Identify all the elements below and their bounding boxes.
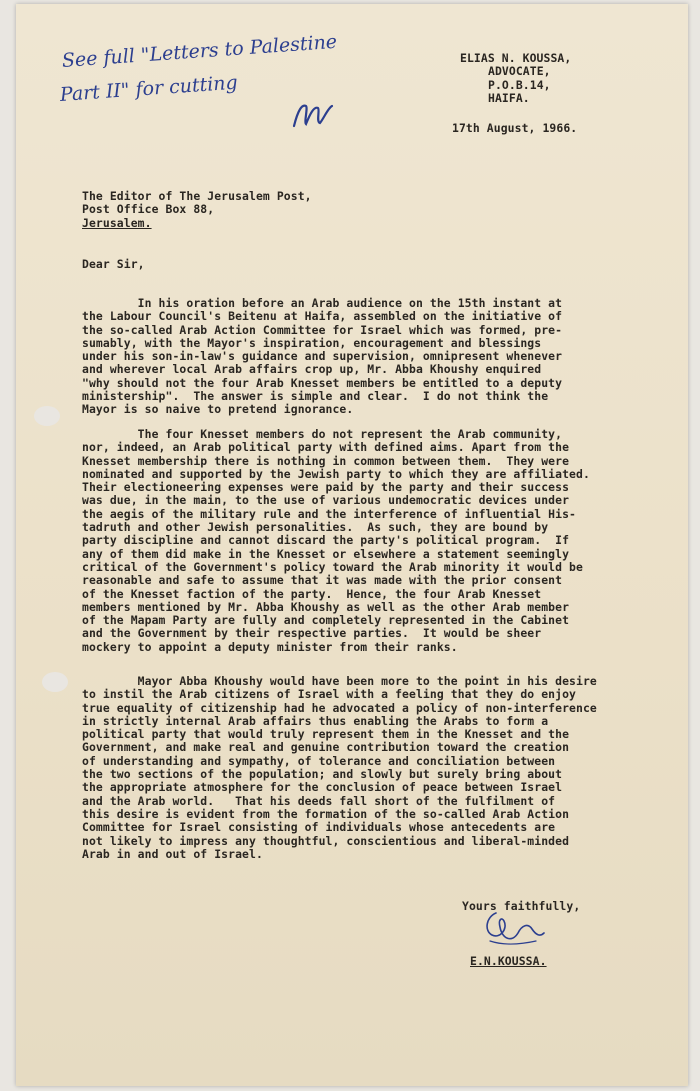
sender-title: ADVOCATE, <box>488 64 551 79</box>
recipient-line-1: The Editor of The Jerusalem Post, <box>82 189 312 203</box>
paragraph-3 <box>82 675 597 861</box>
paragraph-line: Arab in and out of Israel. <box>82 846 263 861</box>
salutation: Dear Sir, <box>82 257 145 271</box>
paragraph-line: any of them did make in the Knesset or elsewhere a statement seemingly <box>82 546 570 561</box>
letterhead <box>460 52 571 105</box>
paragraph-line: sumably, with the Mayor's inspiration, encouragement and blessings <box>82 335 542 350</box>
closing: Yours faithfully, <box>462 899 581 913</box>
paragraph-line: and the Government by their respective parties. It would be sheer <box>82 626 542 641</box>
paragraph-line: the appropriate atmosphere for the conclusion of peace between Israel <box>82 780 563 795</box>
paragraph-line: Mayor is so naive to pretend ignorance. <box>82 402 354 417</box>
paragraph-line: the Labour Council's Beitenu at Haifa, assembled on the initiative of <box>82 309 563 324</box>
paragraph-line: members mentioned by Mr. Abba Khoushy as well as the other Arab member <box>82 599 570 614</box>
paragraph-line: true equality of citizenship had he advocated a policy of non-interference <box>82 700 597 715</box>
sender-city: HAIFA. <box>488 90 530 105</box>
letter-date: 17th August, 1966. <box>452 121 578 135</box>
paragraph-line: to instil the Arab citizens of Israel with a feeling that they do enjoy <box>82 687 576 702</box>
handwritten-note-line-1: See full "Letters to Palestine <box>61 30 338 72</box>
sender-name: ELIAS N. KOUSSA, <box>460 51 572 65</box>
punch-hole-lower <box>42 672 68 692</box>
sender-pob: P.O.B.14, <box>488 77 551 92</box>
paragraph-line: was due, in the main, to the use of various undemocratic devices under <box>82 493 570 508</box>
paragraph-line: the aegis of the military rule and the interference of influential His- <box>82 506 576 521</box>
paragraph-line: of the Knesset faction of the party. Hence, the four Arab Knesset <box>82 586 542 601</box>
recipient-line-3: Jerusalem. <box>82 215 152 230</box>
paragraph-line: The four Knesset members do not represent the Arab community, <box>82 427 563 441</box>
paragraph-line: Knesset membership there is nothing in common between them. They were <box>82 453 570 468</box>
paragraph-line: this desire is evident from the formation of the so-called Arab Action <box>82 806 570 821</box>
paragraph-line: Committee for Israel consisting of individuals whose antecedents are <box>82 820 556 835</box>
paragraph-line: of understanding and sympathy, of tolerance and conciliation between <box>82 753 556 768</box>
paragraph-2 <box>82 428 590 654</box>
paragraph-line: of the Mapam Party are fully and completely represented in the Cabinet <box>82 613 570 628</box>
paragraph-line: the so-called Arab Action Committee for Israel which was formed, pre- <box>82 322 563 337</box>
paragraph-line: party discipline and cannot discard the party's political program. If <box>82 533 570 548</box>
paragraph-line: mockery to appoint a deputy minister from their ranks. <box>82 639 458 654</box>
handwritten-initials <box>288 96 338 132</box>
paragraph-line: and wherever local Arab affairs crop up, Mr. Abba Khoushy enquired <box>82 362 542 377</box>
paragraph-line: Government, and make real and genuine contribution toward the creation <box>82 740 570 755</box>
paragraph-line: nominated and supported by the Jewish party to which they are affiliated. <box>82 466 590 481</box>
recipient-address <box>82 190 312 230</box>
handwritten-signature <box>478 905 548 953</box>
paragraph-line: Mayor Abba Khoushy would have been more to the point in his desire <box>82 674 597 688</box>
recipient-line-2: Post Office Box 88, <box>82 202 215 217</box>
paragraph-line: nor, indeed, an Arab political party with defined aims. Apart from the <box>82 440 570 455</box>
paragraph-line: political party that would truly represent them in the Knesset and the <box>82 727 570 742</box>
signature-name: E.N.KOUSSA. <box>470 954 547 968</box>
paragraph-line: not likely to impress any thoughtful, conscientious and liberal-minded <box>82 833 570 848</box>
paragraph-line: In his oration before an Arab audience on the 15th instant at <box>82 296 563 310</box>
paragraph-line: Their electioneering expenses were paid by the party and their success <box>82 480 570 495</box>
paragraph-line: tadruth and other Jewish personalities. As such, they are bound by <box>82 520 549 535</box>
paragraph-line: and the Arab world. That his deeds fall short of the fulfilment of <box>82 793 556 808</box>
paragraph-line: critical of the Government's policy toward the Arab minority it would be <box>82 559 583 574</box>
handwritten-note-line-2: Part II" for cutting <box>59 71 239 106</box>
paragraph-line: reasonable and safe to assume that it was made with the prior consent <box>82 573 563 588</box>
paragraph-line: "why should not the four Arab Knesset members be entitled to a deputy <box>82 375 563 390</box>
paragraph-line: in strictly internal Arab affairs thus enabling the Arabs to form a <box>82 713 549 728</box>
paragraph-line: the two sections of the population; and slowly but surely bring about <box>82 767 563 782</box>
paragraph-1 <box>82 297 562 417</box>
paragraph-line: ministership". The answer is simple and clear. I do not think the <box>82 389 549 404</box>
punch-hole-upper <box>34 406 60 426</box>
paragraph-line: under his son-in-law's guidance and supervision, omnipresent whenever <box>82 349 563 364</box>
